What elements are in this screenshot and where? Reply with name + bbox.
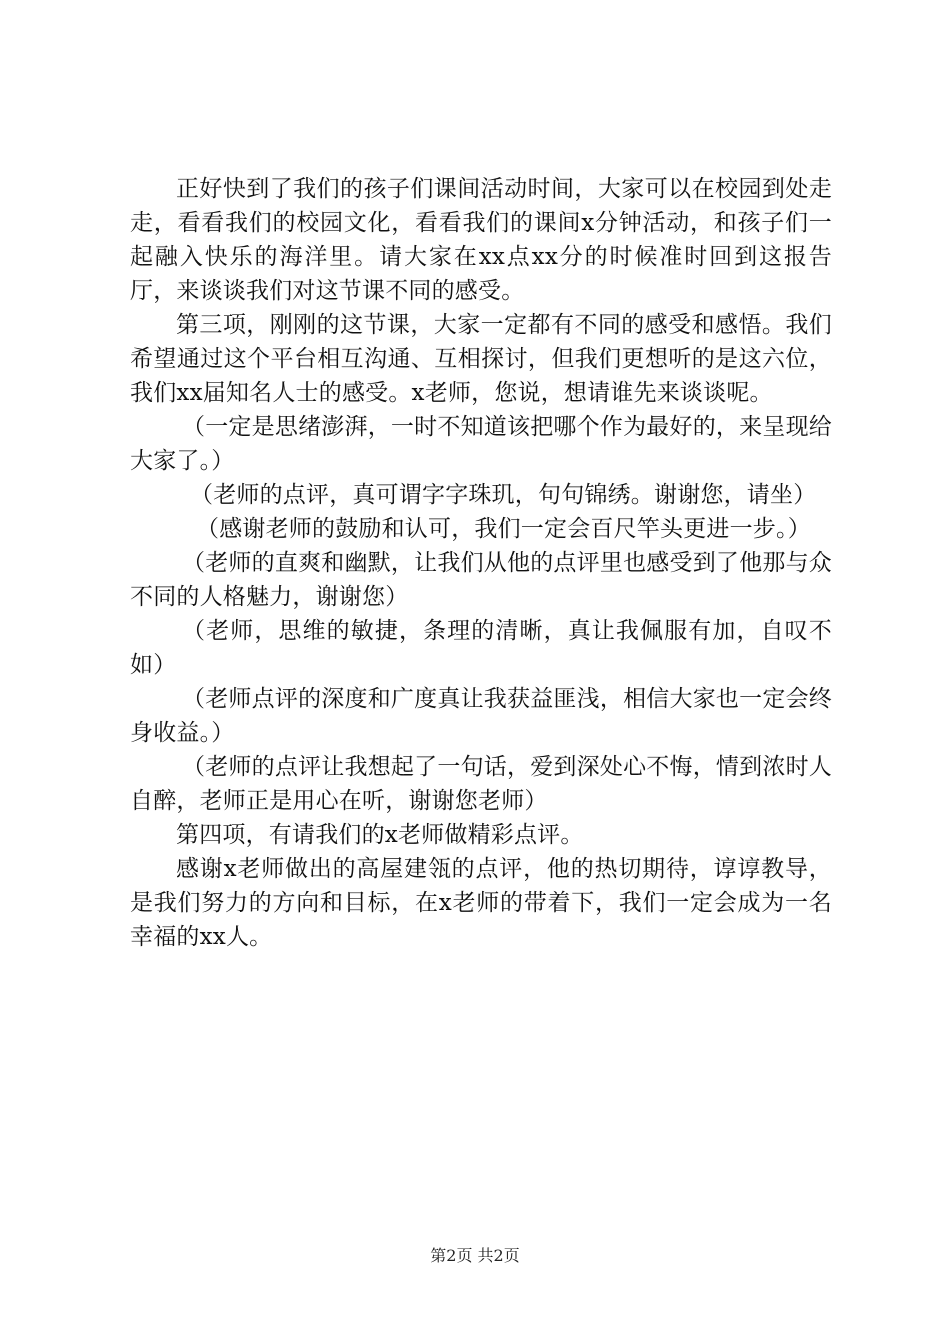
paragraph-9: （老师的点评让我想起了一句话，爱到深处心不悔，情到浓时人自醉，老师正是用心在听，谢谢您老师） — [130, 754, 832, 814]
paragraph-4: （老师的点评，真可谓字字珠玑，句句锦绣。谢谢您，请坐） — [190, 482, 817, 508]
paragraph-2: 第三项，刚刚的这节课，大家一定都有不同的感受和感悟。我们希望通过这个平台相互沟通、互相探讨，但我们更想听的是这六位，我们xx届知名人士的感受。x老师，您说，想请谁先来谈谈呢。 — [130, 312, 832, 406]
page-footer: 第2页 共2页 — [430, 1246, 520, 1265]
paragraph-5: （感谢老师的鼓励和认可，我们一定会百尺竿头更进一步。） — [196, 516, 811, 542]
paragraph-8: （老师点评的深度和广度真让我获益匪浅，相信大家也一定会终身收益。） — [130, 686, 832, 746]
paragraph-7: （老师，思维的敏捷，条理的清晰，真让我佩服有加，自叹不如） — [130, 618, 832, 678]
paragraph-3: （一定是思绪澎湃，一时不知道该把哪个作为最好的，来呈现给大家了。） — [130, 414, 832, 474]
paragraph-6: （老师的直爽和幽默，让我们从他的点评里也感受到了他那与众不同的人格魅力，谢谢您） — [130, 550, 832, 610]
paragraph-10: 第四项，有请我们的x老师做精彩点评。 — [176, 822, 584, 848]
paragraph-11: 感谢x老师做出的高屋建瓴的点评，他的热切期待，谆谆教导，是我们努力的方向和目标，在x老师的带着下，我们一定会成为一名幸福的xx人。 — [130, 856, 832, 950]
document-body — [130, 172, 832, 954]
paragraph-1: 正好快到了我们的孩子们课间活动时间，大家可以在校园到处走走，看看我们的校园文化，看看我们的课间x分钟活动，和孩子们一起融入快乐的海洋里。请大家在xx点xx分的时候准时回到这报告厅，来谈谈我们对这节课不同的感受。 — [130, 176, 832, 304]
